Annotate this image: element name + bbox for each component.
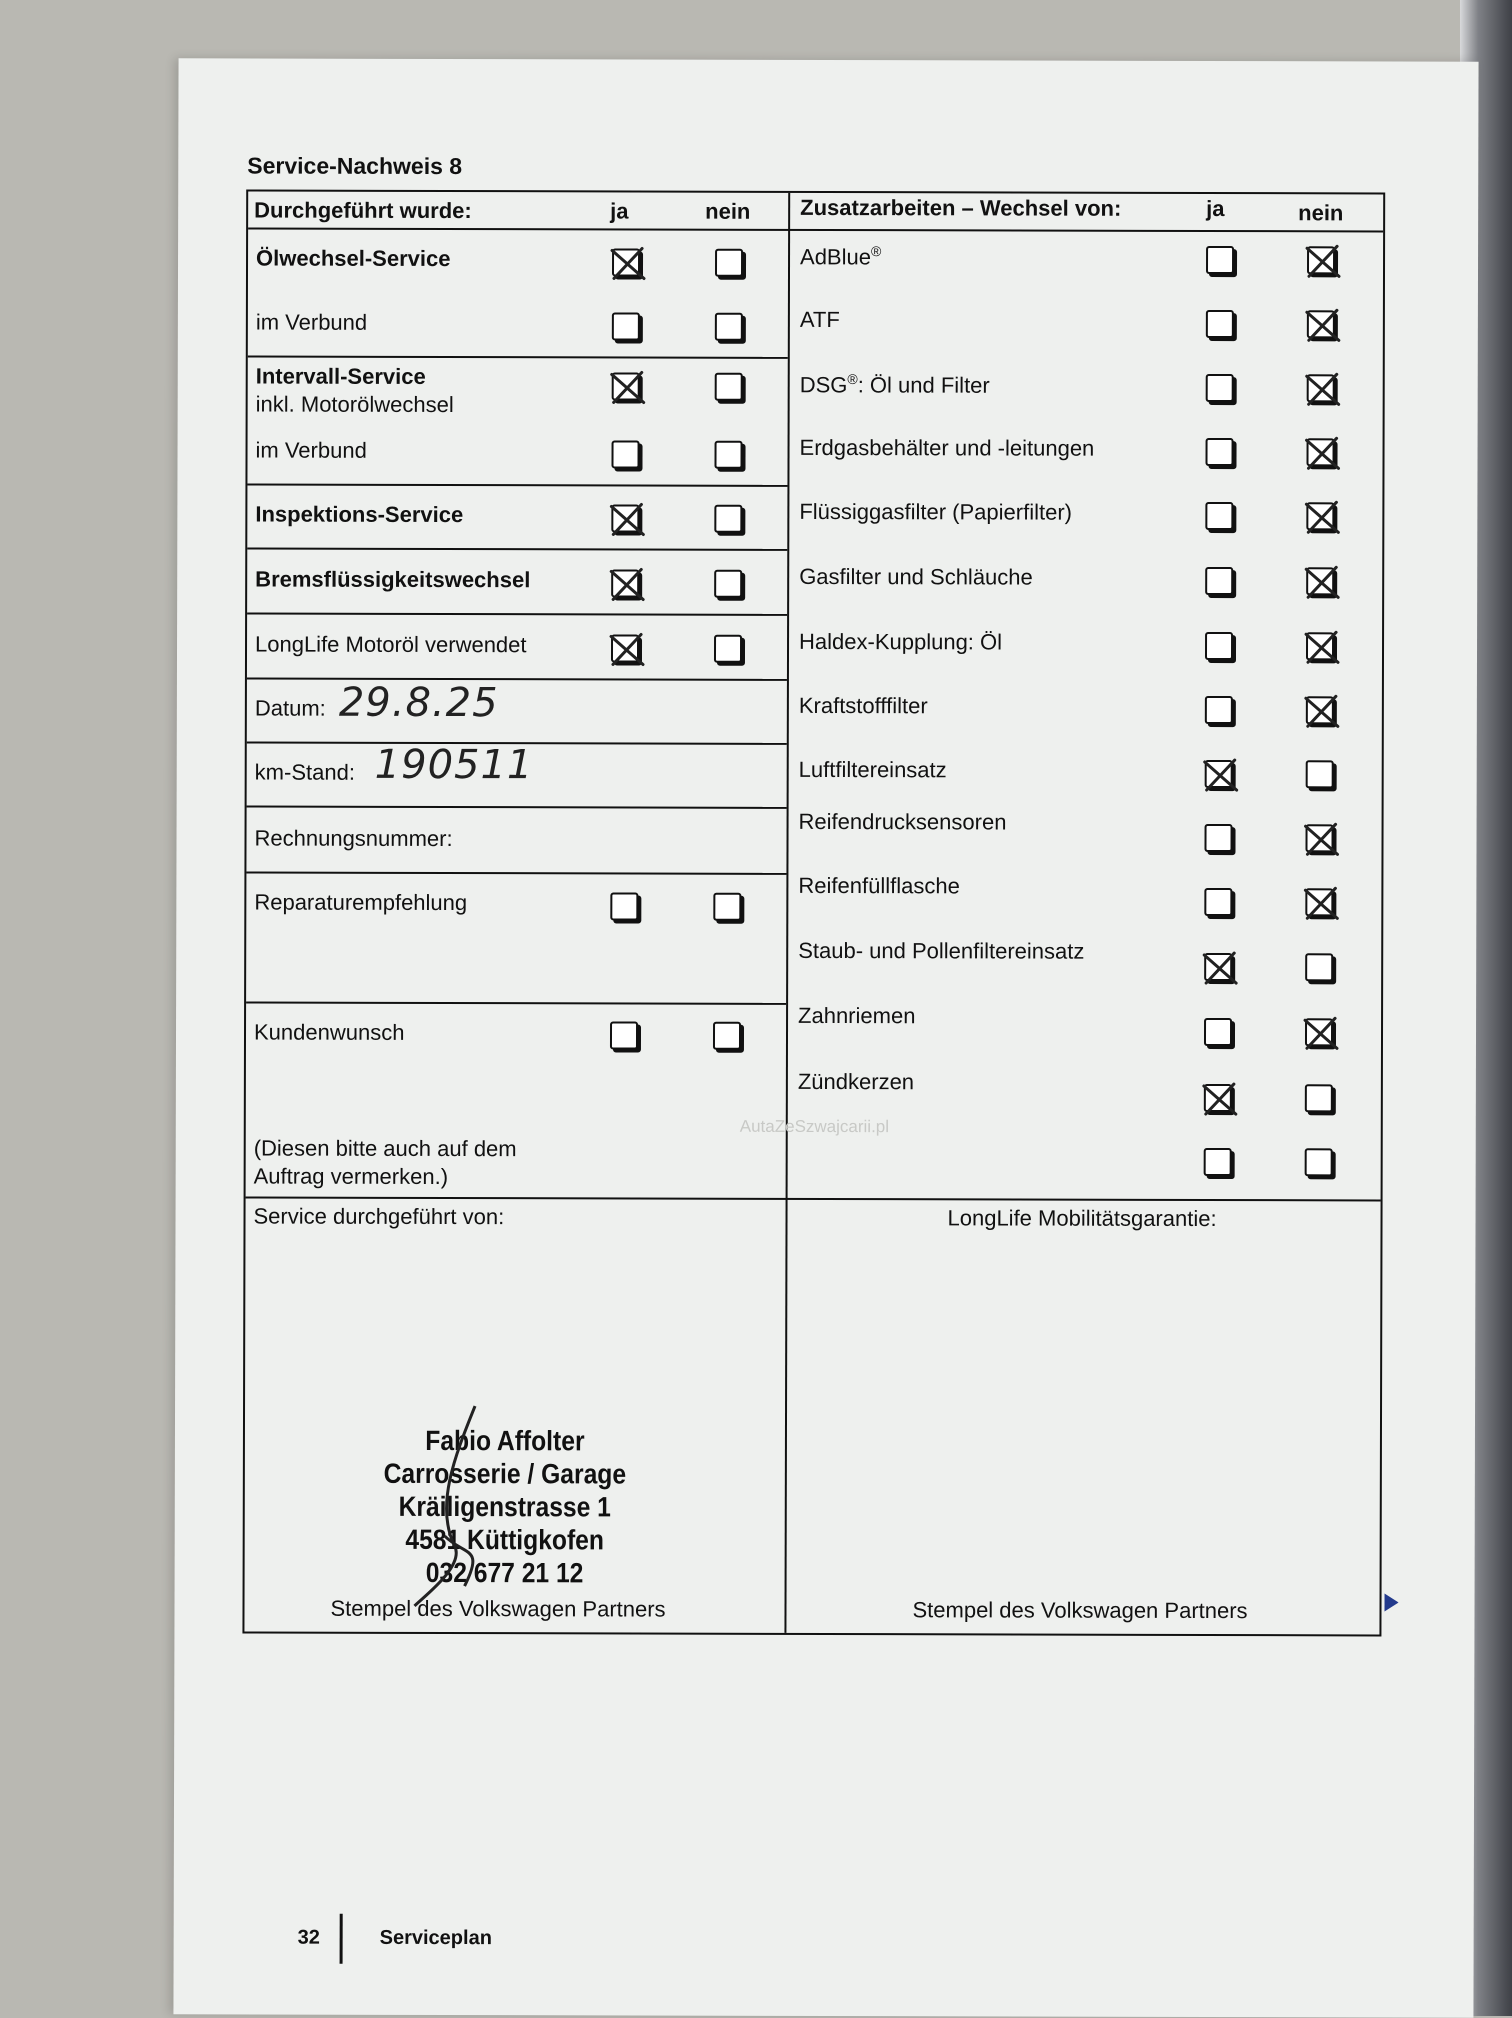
checkbox-right-no[interactable] [1306,502,1334,530]
gas-filter-label: Gasfilter und Schläuche [799,563,1033,590]
checkbox-customer-yes[interactable] [610,1021,638,1049]
checkbox-right-yes[interactable] [1205,632,1233,660]
checkbox-left-no[interactable] [714,570,742,598]
row-divider [246,871,786,874]
adblue-label: AdBlue® [800,243,882,270]
checkbox-right-no[interactable] [1305,1148,1333,1176]
checkbox-right-no[interactable] [1306,696,1334,724]
page-title: Service-Nachweis 8 [247,152,463,180]
stamp-line-city: 4581 Küttigkofen [405,1523,604,1556]
right-stamp-caption: Stempel des Volkswagen Partners [912,1597,1248,1624]
left-stamp-caption: Stempel des Volkswagen Partners [330,1595,666,1622]
checkbox-right-yes[interactable] [1204,1018,1232,1046]
row-divider [247,677,787,680]
longlife-guarantee-label: LongLife Mobilitätsgarantie: [947,1205,1217,1232]
checkbox-right-no[interactable] [1305,1018,1333,1046]
checkbox-left-yes[interactable] [611,504,639,532]
stamp-line-business: Carrosserie / Garage [383,1457,627,1490]
signature-mark [394,1396,505,1616]
footer-divider [340,1914,343,1964]
checkbox-left-no[interactable] [714,441,742,469]
checkbox-right-yes[interactable] [1205,760,1233,788]
tpms-label: Reifendrucksensoren [798,808,1007,835]
checkbox-right-yes[interactable] [1205,696,1233,724]
checkbox-right-no[interactable] [1305,953,1333,981]
stamp-line-phone: 032 677 21 12 [425,1556,584,1589]
checkbox-left-yes[interactable] [611,440,639,468]
checkbox-repair-yes[interactable] [610,892,638,920]
checkbox-right-yes[interactable] [1204,1084,1232,1112]
checkbox-left-yes[interactable] [612,372,640,400]
row-divider [247,612,787,615]
checkbox-right-no[interactable] [1305,1084,1333,1112]
checkbox-left-yes[interactable] [612,248,640,276]
checkbox-right-no[interactable] [1307,246,1335,274]
fuel-filter-label: Kraftstofffilter [798,692,928,719]
checkbox-right-yes[interactable] [1205,502,1233,530]
timing-belt-label: Zahnriemen [798,1002,916,1029]
checkbox-left-no[interactable] [714,635,742,663]
checkbox-right-no[interactable] [1305,824,1333,852]
oil-change-combined-label: im Verbund [255,309,368,335]
checkbox-left-no[interactable] [715,373,743,401]
service-form [242,189,1385,1636]
interval-service-label: Intervall-Service [255,363,426,389]
checkbox-right-no[interactable] [1307,310,1335,338]
left-header-label: Durchgeführt wurde: [254,197,472,224]
left-header-no: nein [705,198,751,224]
row-divider [247,547,787,550]
row-divider [247,483,787,486]
inspection-service-label: Inspektions-Service [255,501,464,528]
right-header-label: Zusatzarbeiten – Wechsel von: [800,194,1122,221]
haldex-label: Haldex-Kupplung: Öl [799,628,1003,655]
checkbox-repair-no[interactable] [713,893,741,921]
service-booklet-page [173,58,1478,2017]
next-page-arrow-icon [1385,1593,1399,1611]
lpg-filter-label: Flüssiggasfilter (Papierfilter) [799,498,1073,525]
checkbox-right-yes[interactable] [1206,374,1234,402]
page-number: 32 [297,1926,320,1949]
date-label: Datum: [254,695,326,721]
checkbox-left-yes[interactable] [612,312,640,340]
checkbox-right-no[interactable] [1306,438,1334,466]
checkbox-left-yes[interactable] [611,569,639,597]
checkbox-right-yes[interactable] [1205,438,1233,466]
km-value[interactable]: 190511 [374,741,534,789]
tire-inflator-label: Reifenfüllflasche [798,872,960,899]
checkbox-right-no[interactable] [1306,632,1334,660]
atf-label: ATF [799,306,840,333]
header-divider [248,227,1383,232]
checkbox-right-no[interactable] [1307,374,1335,402]
checkbox-right-no[interactable] [1306,567,1334,595]
customer-wish-label: Kundenwunsch [253,1019,405,1045]
section-divider [246,1196,1381,1201]
stamp-line-name: Fabio Affolter [425,1424,585,1457]
interval-service-sublabel: inkl. Motorölwechsel [255,391,454,418]
customer-wish-note-1: (Diesen bitte auch auf dem [253,1135,517,1162]
left-header-yes: ja [610,198,629,224]
customer-wish-note-2: Auftrag vermerken.) [253,1163,449,1190]
row-divider [248,355,788,358]
checkbox-left-no[interactable] [715,313,743,341]
spark-plugs-label: Zündkerzen [797,1068,915,1095]
checkbox-right-yes[interactable] [1204,1148,1232,1176]
column-divider [784,193,790,1633]
checkbox-left-no[interactable] [714,505,742,533]
invoice-number-label: Rechnungsnummer: [254,825,453,852]
km-label: km-Stand: [254,759,355,785]
stamp-line-street: Kräiligenstrasse 1 [398,1490,611,1523]
checkbox-right-yes[interactable] [1204,824,1232,852]
checkbox-right-yes[interactable] [1205,567,1233,595]
natural-gas-label: Erdgasbehälter und -leitungen [799,434,1095,461]
right-header-yes: ja [1206,195,1225,222]
dsg-label: DSG®: Öl und Filter [799,371,990,398]
brake-fluid-label: Bremsflüssigkeitswechsel [255,566,531,593]
longlife-oil-label: LongLife Motoröl verwendet [254,631,527,658]
service-by-label: Service durchgeführt von: [253,1203,505,1230]
interval-combined-label: im Verbund [255,437,367,463]
date-value[interactable]: 29.8.25 [338,679,499,727]
pollen-filter-label: Staub- und Pollenfiltereinsatz [798,937,1085,964]
checkbox-left-no[interactable] [715,249,743,277]
checkbox-right-yes[interactable] [1206,246,1234,274]
repair-recommendation-label: Reparaturempfehlung [254,889,468,916]
checkbox-right-yes[interactable] [1206,310,1234,338]
checkbox-customer-no[interactable] [713,1022,741,1050]
oil-change-label: Ölwechsel-Service [256,245,451,272]
checkbox-left-yes[interactable] [611,634,639,662]
right-header-no: nein [1298,200,1344,226]
row-divider [246,1001,786,1004]
footer-section: Serviceplan [379,1926,492,1950]
watermark: AutaZeSzwajcarii.pl [739,1116,890,1137]
row-divider [247,805,787,808]
checkbox-right-yes[interactable] [1204,888,1232,916]
checkbox-right-yes[interactable] [1204,953,1232,981]
air-filter-label: Luftfiltereinsatz [798,756,947,783]
checkbox-right-no[interactable] [1305,888,1333,916]
checkbox-right-no[interactable] [1306,760,1334,788]
